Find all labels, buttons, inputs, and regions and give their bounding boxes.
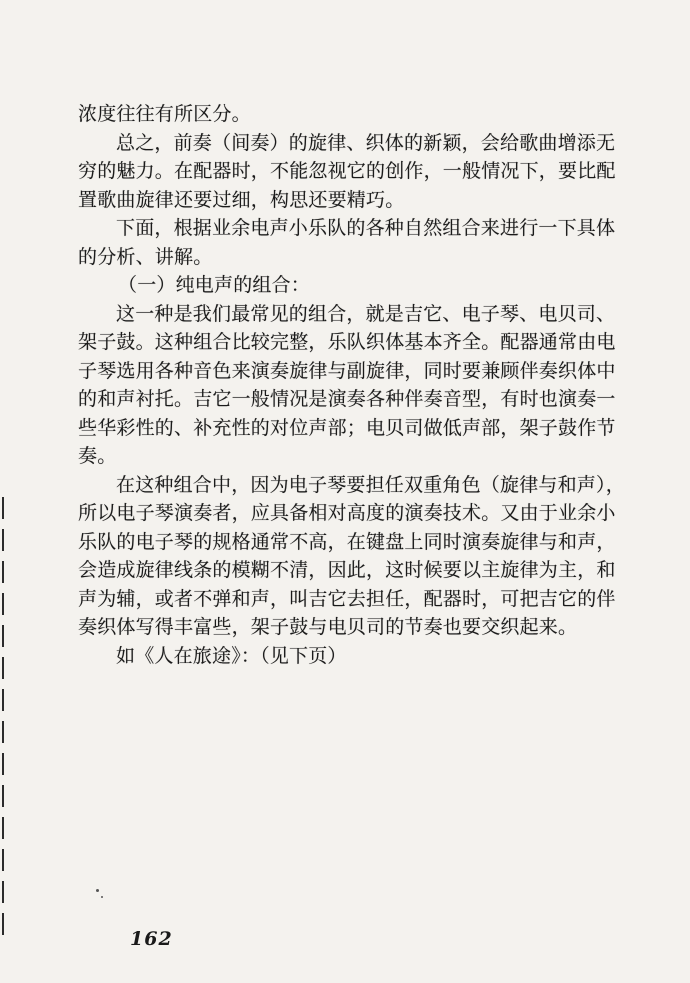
text-line: 奏织体写得丰富些，架子鼓与电贝司的节奏也要交织起来。: [78, 616, 578, 638]
text-line: 在这种组合中，因为电子琴要担任双重角色（旋律与和声），: [116, 473, 625, 496]
text-line: 如《人在旅途》：（见下页）: [116, 644, 347, 667]
text-line: 声为辅，或者不弹和声，叫吉它去担任，配器时，可把吉它的伴: [78, 587, 616, 610]
text-line: 这一种是我们最常见的组合，就是吉它、电子琴、电贝司、: [116, 302, 616, 325]
body-text: [78, 100, 638, 670]
print-speck: [96, 889, 99, 892]
page-number: 162: [130, 928, 173, 950]
text-line: 奏。: [78, 445, 117, 467]
text-line: 下面，根据业余电声小乐队的各种自然组合来进行一下具体: [116, 217, 616, 239]
text-line: 穷的魅力。在配器时，不能忽视它的创作，一般情况下，要比配: [78, 160, 616, 182]
binding-edge-marks: [2, 497, 5, 970]
text-line: 架子鼓。这种组合比较完整，乐队织体基本齐全。配器通常由电: [78, 331, 616, 353]
text-line: 的和声衬托。吉它一般情况是演奏各种伴奏音型，有时也演奏一: [78, 388, 616, 410]
section-heading: （一）纯电声的组合：: [118, 274, 311, 296]
text-line: 些华彩性的、补充性的对位声部；电贝司做低声部，架子鼓作节: [78, 416, 616, 439]
text-line: 置歌曲旋律还要过细，构思还要精巧。: [78, 188, 405, 211]
text-line: 浓度往往有所区分。: [78, 103, 251, 125]
text-line: 乐队的电子琴的规格通常不高，在键盘上同时演奏旋律与和声，: [78, 530, 616, 553]
text-line: 所以电子琴演奏者，应具备相对高度的演奏技术。又由于业余小: [78, 502, 616, 524]
text-line: 的分析、讲解。: [78, 245, 213, 268]
text-line: 总之，前奏（间奏）的旋律、织体的新颖，会给歌曲增添无: [116, 131, 616, 154]
text-line: 子琴选用各种音色来演奏旋律与副旋律，同时要兼顾伴奏织体中: [78, 359, 616, 382]
text-line: 会造成旋律线条的模糊不清，因此，这时候要以主旋律为主，和: [78, 559, 616, 581]
print-speck: [101, 896, 103, 898]
